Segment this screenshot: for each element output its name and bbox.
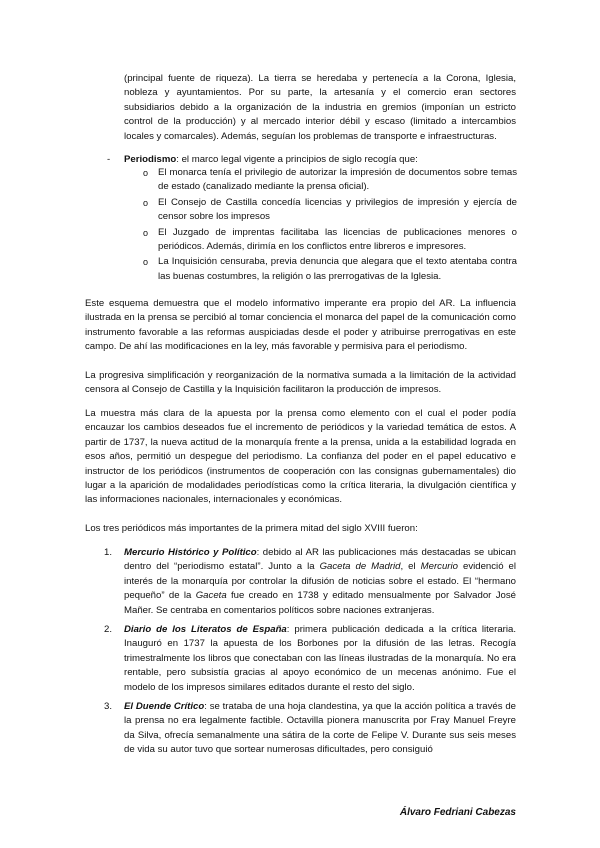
- periodicals-list: [104, 546, 516, 763]
- circle-bullet-icon: o: [143, 197, 149, 208]
- paragraph-model: Este esquema demuestra que el modelo informativo imperante era propio del AR. La influencia ilustrada en la prensa se percibió al tomar conciencia el monarca del papel de la comunicación como instrumento favorable a las reformas auspiciadas desde el poder y atribuirse prerrogativas en este campo. De ahí las modificaciones en la ley, más favorable y permisiva para el periodismo.: [85, 298, 516, 353]
- periodical-title: Mercurio Histórico y Político: [124, 547, 257, 558]
- periodical-title: Diario de los Literatos de España: [124, 624, 287, 636]
- list-item: [143, 255, 517, 284]
- sub-bullet-list: [143, 166, 517, 285]
- paragraph-press-growth: La muestra más clara de la apuesta por la prensa como elemento con el cual el poder podía encauzar los cambios deseados fue el incremento de periódicos y la variedad temática de estos. A partir de 1737, la nueva actitud de la monarquía frente a la prensa, unida a la estabilidad lograda en esos años, permitió un despegue del periodismo. La confianza del poder en el papel educativo e instructor de los periódicos (instrumentos de cooperación con las consignas gubernamentales) dio lugar a la aparición de modalidades periodísticas como la crítica literaria, la divulgación científica y las informaciones nacionales, internacionales y económicas.: [85, 408, 516, 506]
- periodismo-term: Periodismo: [124, 154, 177, 165]
- list-item: [104, 623, 516, 695]
- continuation-paragraph: (principal fuente de riqueza). La tierra se heredaba y pertenecía a la Corona, Iglesia, nobleza y ayuntamientos. Por su parte, la artesanía y el comercio eran sectores subsidiarios debido a la organización de la industria en gremios (imponían un estricto control de la producción) y al mercado interior débil y escaso (limitado a intercambios locales y comarcales). Además, seguían los problemas de transporte e infraestructuras.: [124, 73, 516, 142]
- list-item-text: La Inquisición censuraba, previa denuncia que alegara que el texto atentaba contra las buenas costumbres, la religión o las prerrogativas de la Iglesia.: [158, 256, 517, 282]
- list-item-text: El Consejo de Castilla concedía licencias y privilegios de impresión y ejercía de censor sobre los impresos: [158, 196, 517, 223]
- list-item-text: El Duende Crítico: se trataba de una hoja clandestina, ya que la acción política a través de la prensa no era legalmente factible. Octavilla pionera manuscrita por Fray Manuel Freyre da Silva, ofrecía semanalmente una sátira de la corte de Felipe V. Durante sus seis meses de vida su autor tuvo que sortear numerosas dificultades, pero consiguió: [124, 701, 516, 756]
- list-item-text: El Juzgado de imprentas facilitaba las licencias de publicaciones menores o periódicos. Además, dirimía en los conflictos entre libreros e impresores.: [158, 226, 517, 253]
- list-item-text: El monarca tenía el privilegio de autorizar la impresión de documentos sobre temas de estado (canalizado mediante la prensa oficial).: [158, 167, 517, 193]
- list-number: 2.: [104, 624, 113, 636]
- footer-author: Álvaro Fedriani Cabezas: [399, 807, 516, 818]
- list-item: [104, 546, 516, 618]
- circle-bullet-icon: o: [143, 257, 149, 268]
- list-item: [104, 700, 516, 758]
- list-item-text: Mercurio Histórico y Político: debido al AR las publicaciones más destacadas se ubican dentro del “periodismo estatal”. Junto a la Gaceta de Madrid, el Mercurio evidenció el interés de la monarquía por controlar la difusión de noticias sobre el estado. El “hermano pequeño” de la Gaceta fue creado en 1738 y editado mensualmente por Salvador José Mañer. Se centraba en comentarios políticos sobre naciones extranjeras.: [124, 547, 516, 616]
- list-item: [143, 226, 517, 255]
- dash-bullet: -: [107, 154, 111, 165]
- paragraph-intro-periodicals: Los tres periódicos más importantes de la primera mitad del siglo XVIII fueron:: [85, 523, 418, 534]
- list-item: [143, 166, 517, 195]
- circle-bullet-icon: o: [143, 227, 149, 238]
- circle-bullet-icon: o: [143, 168, 149, 178]
- list-number: 1.: [104, 547, 113, 558]
- paragraph-simplification: La progresiva simplificación y reorganización de la normativa sumada a la limitación de la actividad censora al Consejo de Castilla y la Inquisición facilitaron la producción de impresos.: [85, 370, 516, 396]
- periodismo-text: : el marco legal vigente a principios de siglo recogía que:: [176, 154, 418, 165]
- list-number: 3.: [104, 701, 113, 713]
- list-item-text: Diario de los Literatos de España: primera publicación dedicada a la crítica literaria. Inauguró en 1737 la apuesta de los Borbones por la difusión de las letras. Recogía trimestralmente los libros que conectaban con las líneas ilustradas de la monarquía. No era rentable, pero subsistía gracias al apoyo económico de un mecenas anónimo. Fue el modelo de los impresos similares editados durante el resto del siglo.: [124, 624, 516, 693]
- periodical-title: El Duende Crítico: [124, 701, 205, 713]
- list-item: [143, 196, 517, 225]
